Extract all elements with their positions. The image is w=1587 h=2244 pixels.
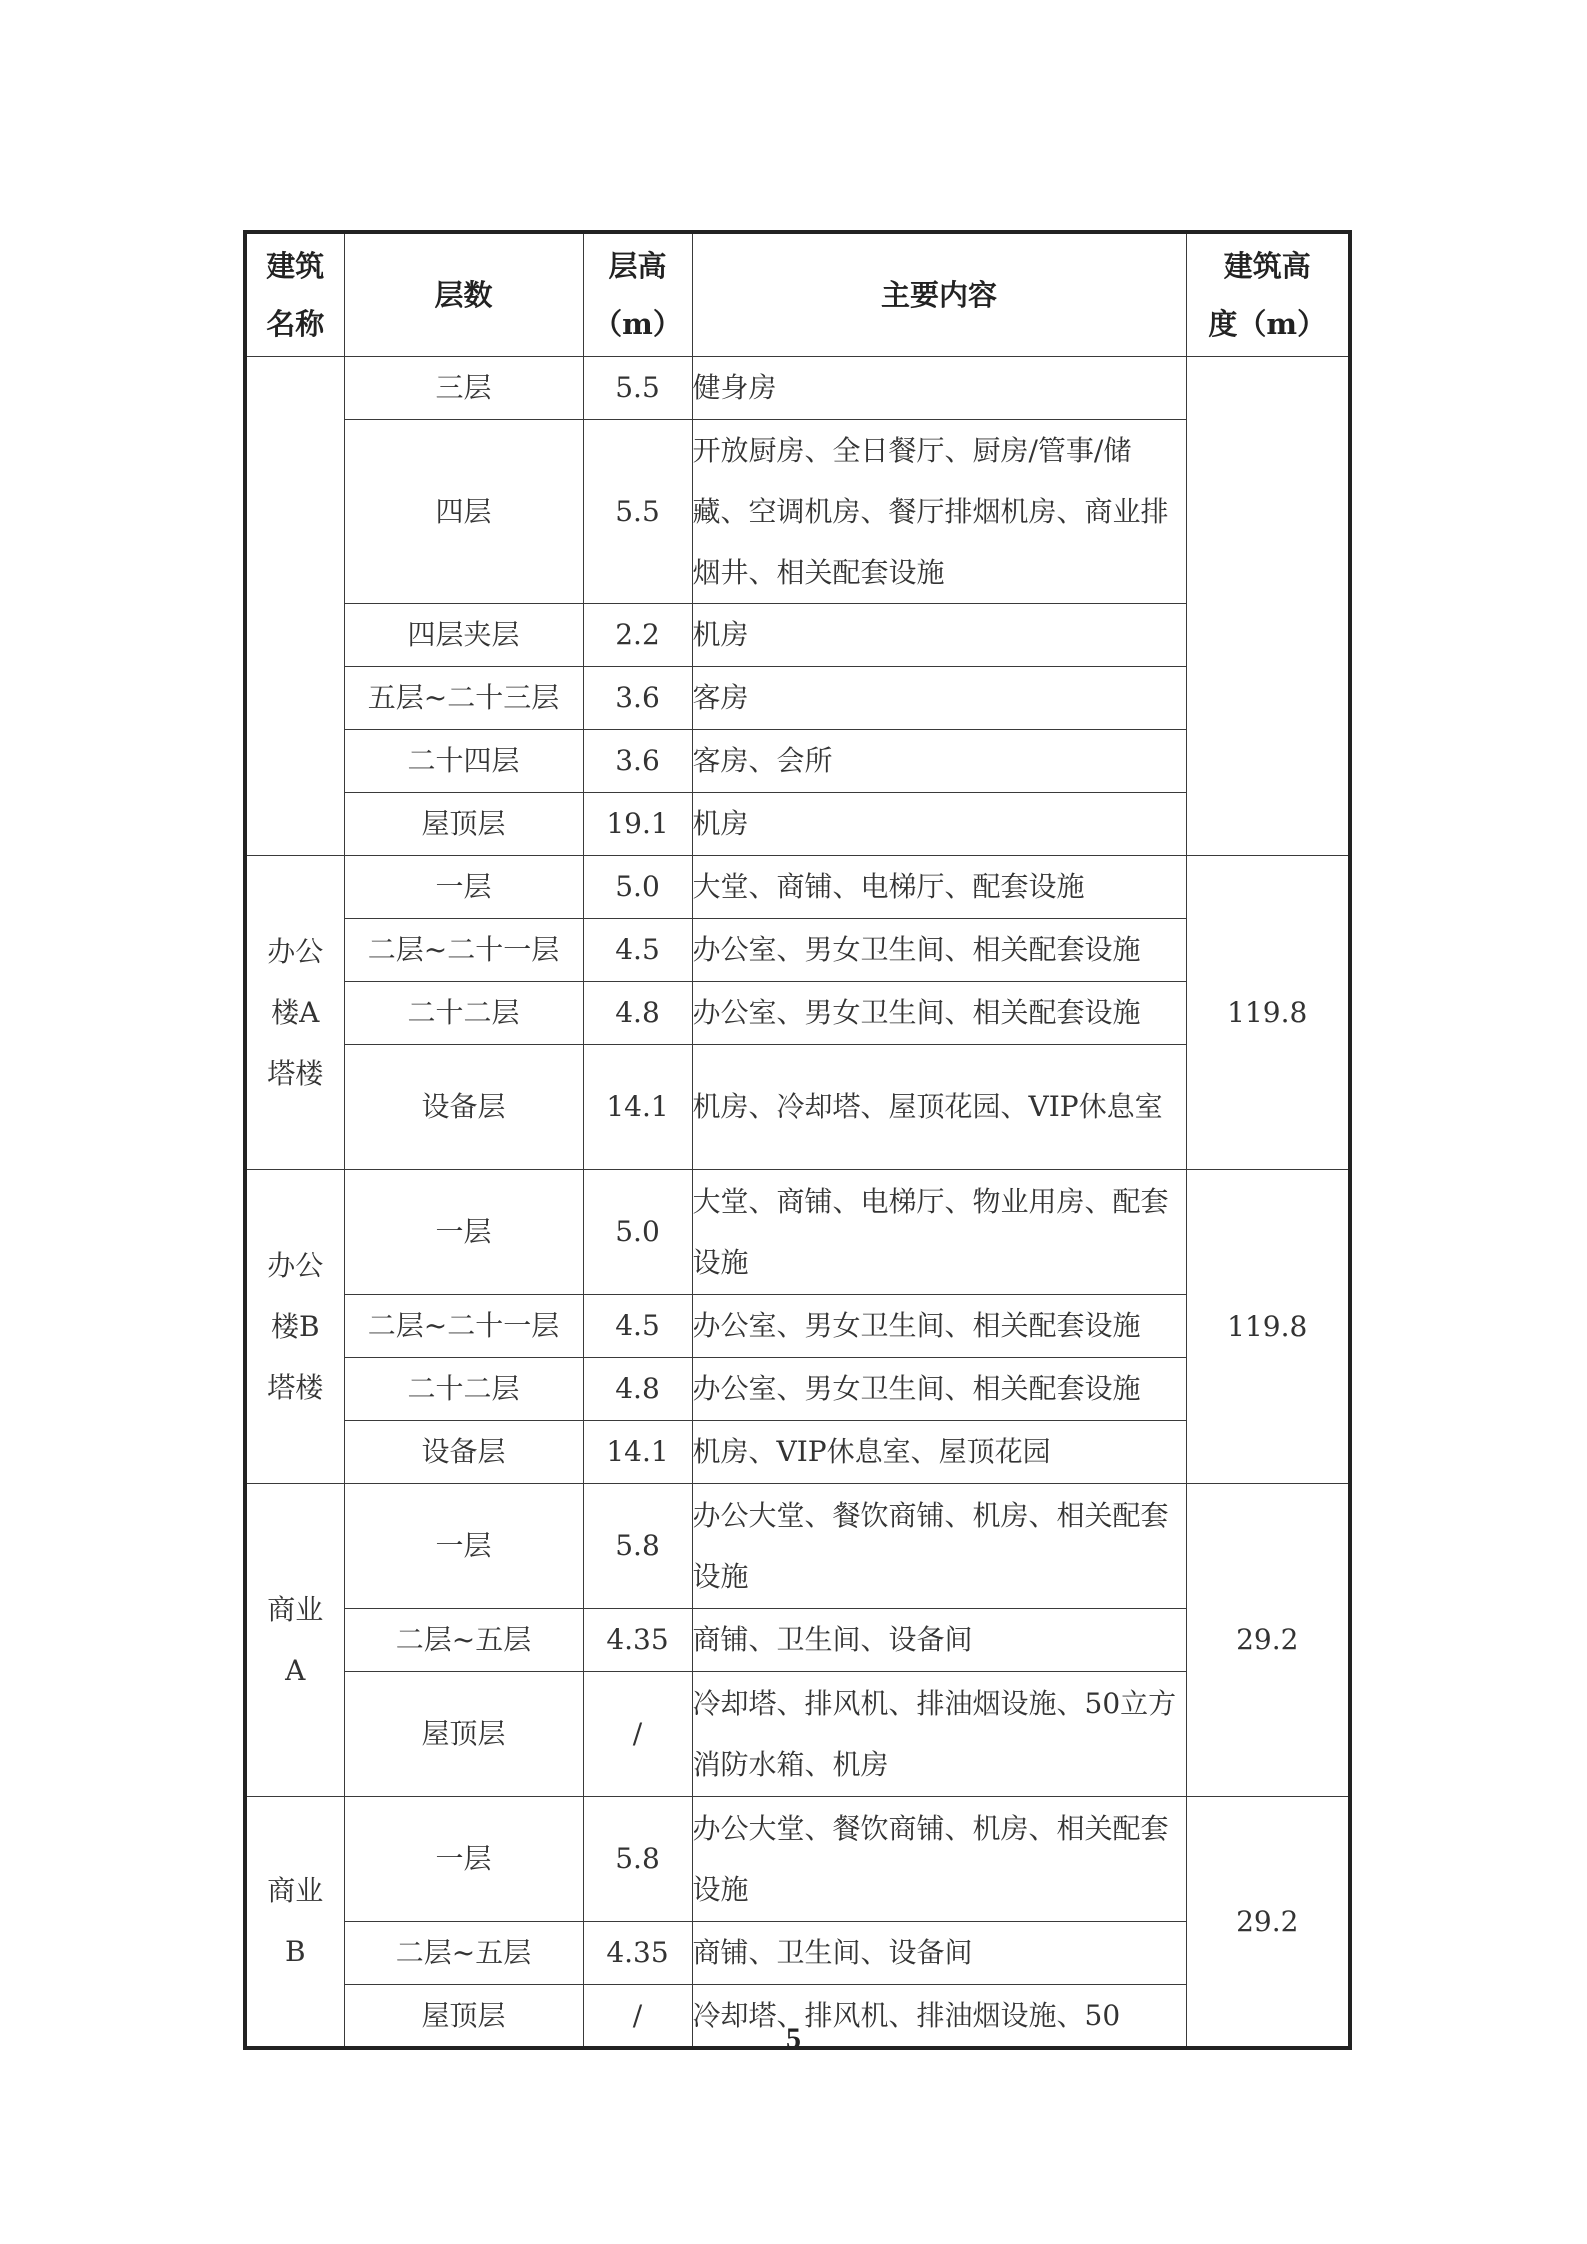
floor-height-cell: 4.8 [583,981,692,1044]
floor-cell: 设备层 [344,1044,583,1169]
content-cell: 机房 [692,792,1186,855]
content-cell: 机房、冷却塔、屋顶花园、VIP休息室 [692,1044,1186,1169]
building-name-cell: 办公 楼A 塔楼 [245,855,344,1169]
floor-height-cell: 4.8 [583,1357,692,1420]
floor-cell: 二层~二十一层 [344,1294,583,1357]
table-row [245,356,1350,419]
content-cell: 办公大堂、餐饮商铺、机房、相关配套设施 [692,1483,1186,1608]
table-row [245,729,1350,792]
floor-height-cell: 4.35 [583,1921,692,1984]
floor-cell: 一层 [344,1169,583,1294]
table-row [245,1357,1350,1420]
content-cell: 冷却塔、排风机、排油烟设施、50立方消防水箱、机房 [692,1671,1186,1796]
content-cell: 冷却塔、排风机、排油烟设施、50 [692,1984,1186,2048]
table-row [245,1796,1350,1921]
table-row [245,981,1350,1044]
building-name-cell: 办公 楼B 塔楼 [245,1169,344,1483]
table-row [245,1483,1350,1608]
floor-cell: 四层夹层 [344,603,583,666]
floor-cell: 一层 [344,1483,583,1608]
content-cell: 客房、会所 [692,729,1186,792]
floor-height-cell: 14.1 [583,1420,692,1483]
floor-cell: 屋顶层 [344,1984,583,2048]
floor-cell: 屋顶层 [344,792,583,855]
content-cell: 开放厨房、全日餐厅、厨房/管事/储藏、空调机房、餐厅排烟机房、商业排烟井、相关配套设施 [692,419,1186,603]
floor-cell: 五层~二十三层 [344,666,583,729]
building-name-cell [245,356,344,855]
floor-height-cell: 3.6 [583,729,692,792]
content-cell: 机房、VIP休息室、屋顶花园 [692,1420,1186,1483]
table-row [245,1671,1350,1796]
content-cell: 商铺、卫生间、设备间 [692,1921,1186,1984]
content-cell: 办公室、男女卫生间、相关配套设施 [692,918,1186,981]
floor-cell: 二十二层 [344,1357,583,1420]
building-name-cell: 商业 B [245,1796,344,2048]
table-row [245,603,1350,666]
floor-height-cell: 4.35 [583,1608,692,1671]
floor-height-cell: 3.6 [583,666,692,729]
floor-height-cell: 2.2 [583,603,692,666]
floor-cell: 二层~五层 [344,1921,583,1984]
header-floors: 层数 [344,232,583,356]
table-header-row [245,232,1350,356]
building-height-cell: 119.8 [1186,1169,1350,1483]
building-height-cell: 119.8 [1186,855,1350,1169]
floor-height-cell: 5.5 [583,419,692,603]
content-cell: 办公室、男女卫生间、相关配套设施 [692,1294,1186,1357]
building-height-cell: 29.2 [1186,1483,1350,1796]
floor-height-cell: 5.5 [583,356,692,419]
content-cell: 商铺、卫生间、设备间 [692,1608,1186,1671]
floor-cell: 二层~五层 [344,1608,583,1671]
content-cell: 办公室、男女卫生间、相关配套设施 [692,981,1186,1044]
floor-height-cell: 5.8 [583,1483,692,1608]
table-row [245,1044,1350,1169]
header-building-height: 建筑高 度（m） [1186,232,1350,356]
floor-height-cell: / [583,1984,692,2048]
table-row [245,419,1350,603]
building-floor-table [243,230,1352,2050]
content-cell: 机房 [692,603,1186,666]
floor-height-cell: 5.8 [583,1796,692,1921]
table-row [245,1921,1350,1984]
floor-height-cell: 4.5 [583,1294,692,1357]
table-row [245,855,1350,918]
floor-cell: 二十二层 [344,981,583,1044]
floor-cell: 二层~二十一层 [344,918,583,981]
floor-cell: 一层 [344,1796,583,1921]
table-row [245,918,1350,981]
floor-cell: 二十四层 [344,729,583,792]
floor-height-cell: 19.1 [583,792,692,855]
header-building-name: 建筑 名称 [245,232,344,356]
building-height-cell [1186,356,1350,855]
content-cell: 办公室、男女卫生间、相关配套设施 [692,1357,1186,1420]
floor-height-cell: / [583,1671,692,1796]
content-cell: 办公大堂、餐饮商铺、机房、相关配套设施 [692,1796,1186,1921]
content-cell: 大堂、商铺、电梯厅、配套设施 [692,855,1186,918]
table-row [245,1294,1350,1357]
content-cell: 大堂、商铺、电梯厅、物业用房、配套设施 [692,1169,1186,1294]
floor-cell: 屋顶层 [344,1671,583,1796]
floor-height-cell: 5.0 [583,855,692,918]
floor-cell: 四层 [344,419,583,603]
table-row [245,792,1350,855]
table-row [245,1608,1350,1671]
floor-height-cell: 4.5 [583,918,692,981]
content-cell: 客房 [692,666,1186,729]
building-name-cell: 商业 A [245,1483,344,1796]
table-row [245,1169,1350,1294]
floor-cell: 设备层 [344,1420,583,1483]
floor-cell: 三层 [344,356,583,419]
floor-height-cell: 14.1 [583,1044,692,1169]
floor-height-cell: 5.0 [583,1169,692,1294]
header-main-content: 主要内容 [692,232,1186,356]
header-floor-height: 层高 （m） [583,232,692,356]
table-row [245,666,1350,729]
floor-cell: 一层 [344,855,583,918]
content-cell: 健身房 [692,356,1186,419]
page-number: 5 [786,2022,801,2055]
building-height-cell: 29.2 [1186,1796,1350,2048]
table-row [245,1420,1350,1483]
